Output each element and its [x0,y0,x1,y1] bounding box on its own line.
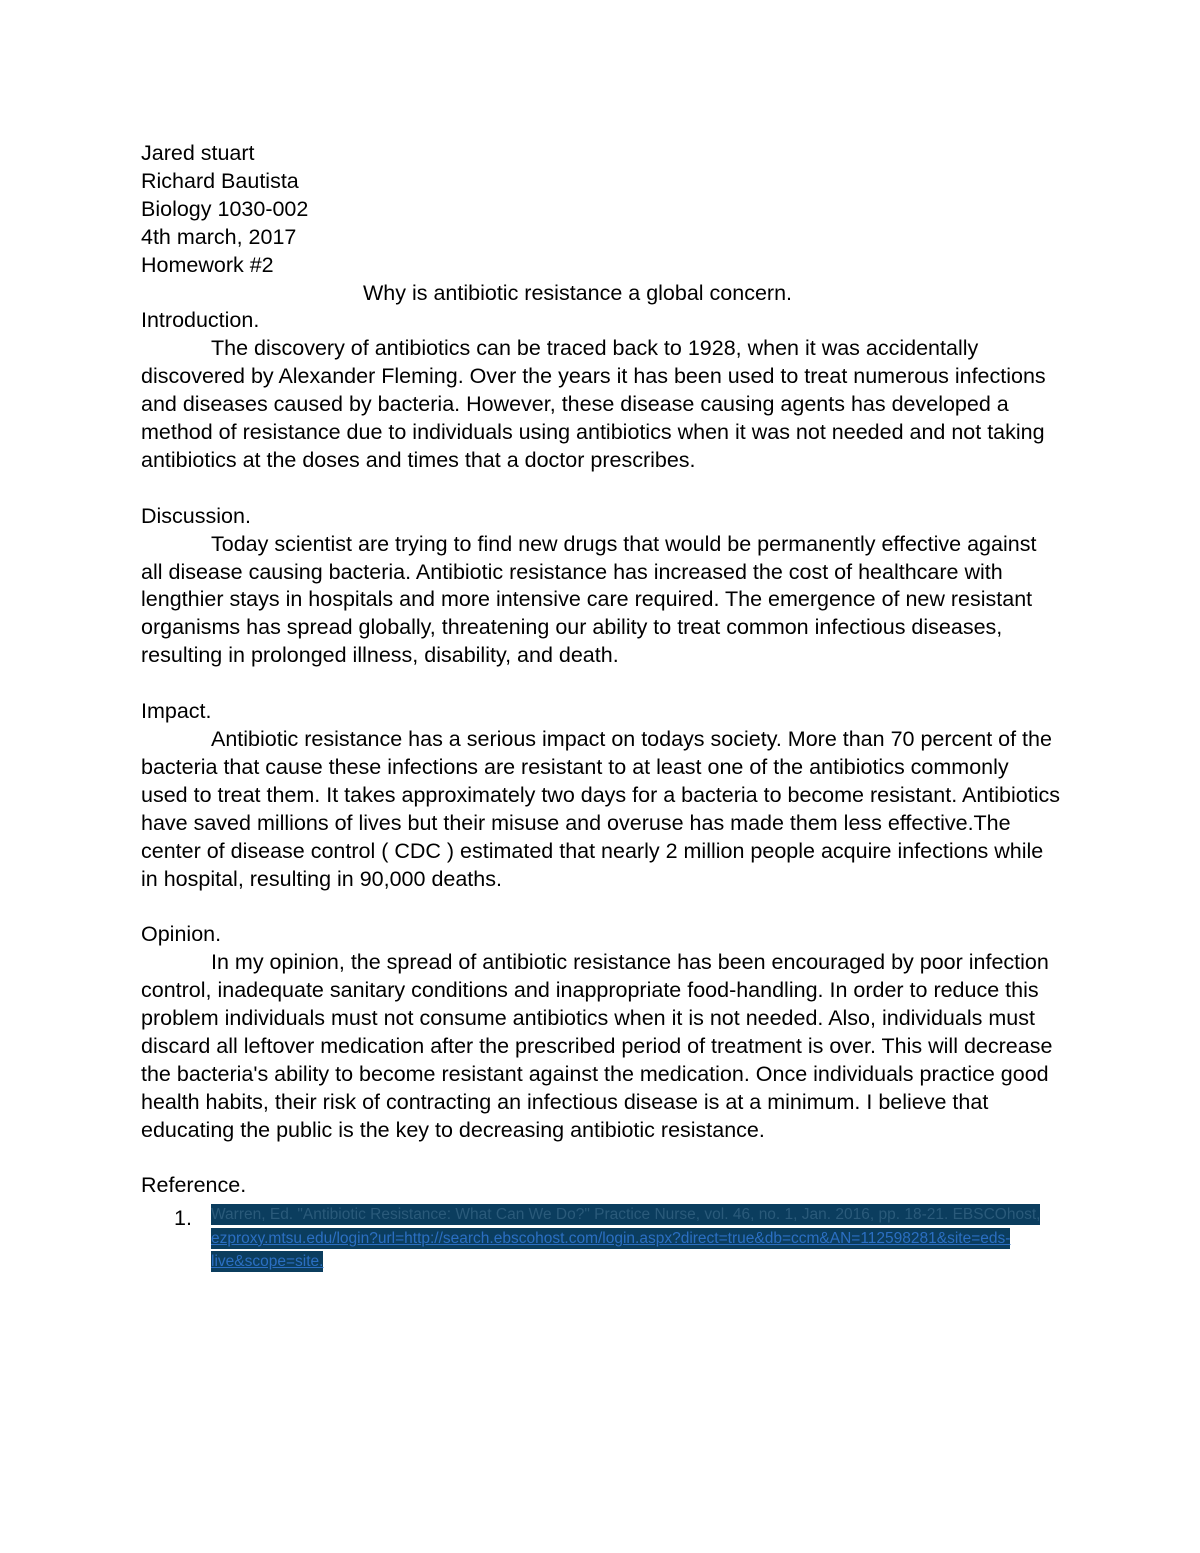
reference-link[interactable]: ezproxy.mtsu.edu/login?url=http://search.ebscohost.com/login.aspx?direct=true&db=ccm&AN=112598281&site=eds-live&scope=site. [211,1229,1011,1271]
discussion-heading: Discussion. [141,503,251,528]
course-name: Biology 1030-002 [141,196,309,221]
reference-citation-text: Warren, Ed. "Antibiotic Resistance: What Can We Do?" Practice Nurse, vol. 46, no. 1, Jan. 2016, pp. 18-21. EBSCOhost, [211,1206,1041,1224]
reference-citation-block[interactable] [211,1203,1057,1274]
instructor-name: Richard Bautista [141,168,299,193]
introduction-paragraph: The discovery of antibiotics can be traced back to 1928, when it was accidentally discovered by Alexander Fleming. Over the years it has been used to treat numerous infections and diseases caused by bacteria. However, these disease causing agents has developed a method of resistance due to individuals using antibiotics when it was not needed and not taking antibiotics at the doses and times that a doctor prescribes. [141,336,1046,472]
reference-citation-highlight [211,1204,1040,1272]
opinion-heading: Opinion. [141,922,222,947]
reference-number: 1. [174,1206,192,1231]
impact-heading: Impact. [141,699,212,724]
paragraph-spacer [141,475,1061,503]
opinion-paragraph: In my opinion, the spread of antibiotic resistance has been encouraged by poor infection control, inadequate sanitary conditions and inappropriate food-handling. In order to reduce this problem individuals must not consume antibiotics when it is not needed. Also, individuals must discard all leftover medication after the prescribed period of treatment is over. This will decrease the bacteria's ability to become resistant against the medication. Once individuals practice good health habits, their risk of contracting an infectious disease is at a minimum. I believe that educating the public is the key to decreasing antibiotic resistance. [141,950,1053,1142]
assignment-label: Homework #2 [141,252,274,277]
document-page [141,140,1061,1274]
paragraph-spacer [141,1145,1061,1173]
paragraph-spacer [141,893,1061,921]
introduction-heading: Introduction. [141,308,260,333]
author-name: Jared stuart [141,141,255,165]
reference-heading: Reference. [141,1173,247,1198]
reference-list [141,1203,1061,1274]
paragraph-spacer [141,670,1061,698]
impact-paragraph: Antibiotic resistance has a serious impact on todays society. More than 70 percent of the bacteria that cause these infections are resistant to at least one of the antibiotics commonly used to treat them. It takes approximately two days for a bacteria to become resistant. Antibiotics have saved millions of lives but their misuse and overuse has made them less effective.The center of disease control ( CDC ) estimated that nearly 2 million people acquire infections while in hospital, resulting in 90,000 deaths. [141,727,1060,891]
discussion-paragraph: Today scientist are trying to find new drugs that would be permanently effective against all disease causing bacteria. Antibiotic resistance has increased the cost of healthcare with lengthier stays in hospitals and more intensive care required. The emergence of new resistant organisms has spread globally, threatening our ability to treat common infectious diseases, resulting in prolonged illness, disability, and death. [141,531,1037,668]
document-date: 4th march, 2017 [141,224,297,249]
document-title: Why is antibiotic resistance a global concern. [363,280,793,305]
reference-item [141,1203,1061,1274]
